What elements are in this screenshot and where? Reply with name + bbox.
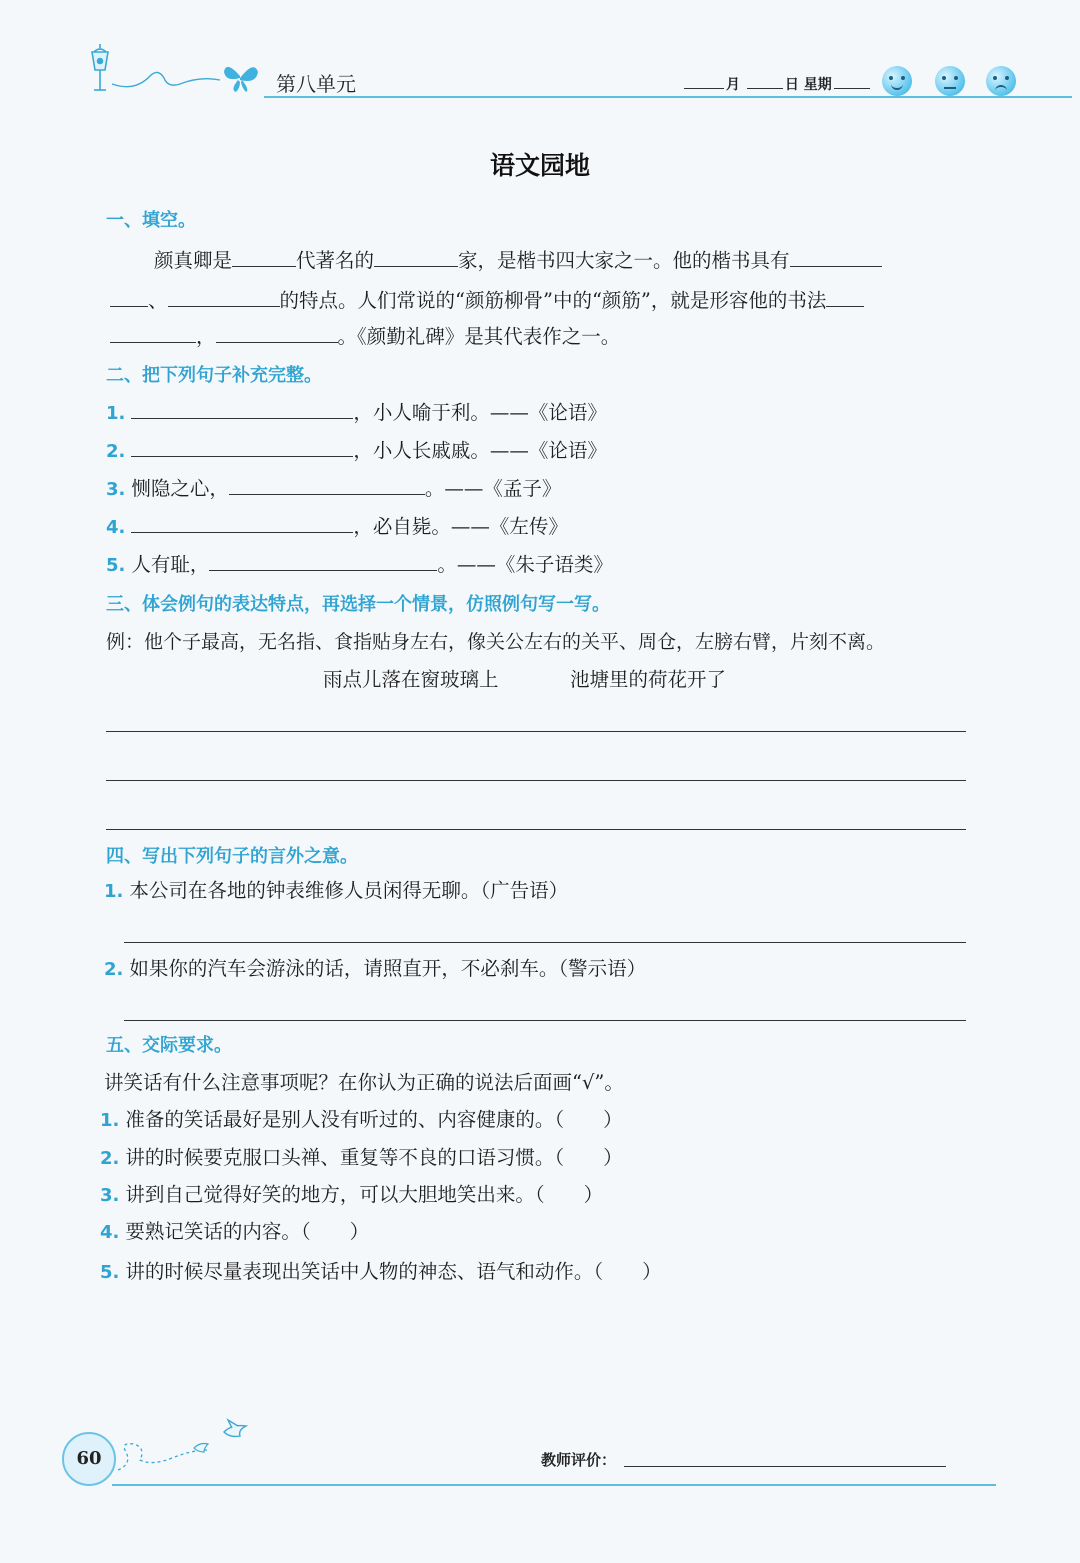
- section2-item-5: 5. 人有耻， 。——《朱子语类》: [106, 550, 613, 579]
- blank[interactable]: [209, 550, 437, 571]
- section3-scene-2: 池塘里的荷花开了: [570, 668, 727, 691]
- day-label: 日: [784, 77, 799, 93]
- section3-scene-1: 雨点儿落在窗玻璃上: [323, 668, 499, 691]
- header-rule: [264, 96, 1072, 98]
- answer-line[interactable]: [124, 942, 966, 943]
- blank[interactable]: [110, 286, 148, 307]
- footer-decoration: [112, 1416, 262, 1476]
- section3-example: 例：他个子最高，无名指、食指贴身左右，像关公左右的关平、周仓，左膀右臂，片刻不离。: [106, 631, 886, 653]
- butterfly-icon: [224, 67, 258, 92]
- section5-item-4: 4. 要熟记笑话的内容。（ ）: [100, 1220, 370, 1243]
- section2-item-1: 1. ，小人喻于利。——《论语》: [106, 398, 607, 427]
- blank[interactable]: [110, 322, 196, 343]
- section5-item-1: 1. 准备的笑话最好是别人没有听过的、内容健康的。（ ）: [100, 1108, 623, 1131]
- section1-line1: 颜真卿是 代著名的 家，是楷书四大家之一。他的楷书具有: [154, 246, 882, 274]
- section1-heading: 一、填空。: [106, 210, 196, 231]
- section5-heading: 五、交际要求。: [106, 1035, 232, 1056]
- blank[interactable]: [131, 436, 353, 457]
- section5-item-3: 3. 讲到自己觉得好笑的地方，可以大胆地笑出来。（ ）: [100, 1183, 604, 1206]
- weekday-blank[interactable]: [834, 88, 870, 89]
- blank[interactable]: [216, 322, 338, 343]
- swirl-line: [112, 72, 220, 86]
- section4-item-1: 1. 本公司在各地的钟表维修人员闲得无聊。（广告语）: [104, 879, 569, 902]
- section1-line2: 、 的特点。人们常说的“颜筋柳骨”中的“颜筋”，就是形容他的书法: [110, 286, 864, 314]
- sad-face-icon[interactable]: [986, 66, 1016, 96]
- section2-item-2: 2. ，小人长戚戚。——《论语》: [106, 436, 607, 465]
- section5-item-5: 5. 讲的时候尽量表现出笑话中人物的神态、语气和动作。（ ）: [100, 1260, 662, 1283]
- smiley-face-icon[interactable]: [882, 66, 912, 96]
- section5-intro: 讲笑话有什么注意事项呢？在你认为正确的说法后面画“√”。: [104, 1071, 624, 1094]
- teacher-evaluation-label: 教师评价：: [541, 1451, 617, 1469]
- teacher-evaluation-line[interactable]: [624, 1466, 946, 1467]
- section2-item-4: 4. ，必自毙。——《左传》: [106, 512, 568, 541]
- month-label: 月: [726, 77, 740, 93]
- section5-item-2: 2. 讲的时候要克服口头禅、重复等不良的口语习惯。（ ）: [100, 1146, 623, 1169]
- writing-line[interactable]: [106, 829, 966, 830]
- section2-item-3: 3. 恻隐之心， 。——《孟子》: [106, 474, 561, 503]
- neutral-face-icon[interactable]: [935, 66, 965, 96]
- bird-icon: [194, 1444, 208, 1453]
- section4-heading: 四、写出下列句子的言外之意。: [106, 846, 358, 867]
- bird-icon: [224, 1420, 246, 1437]
- blank[interactable]: [232, 246, 296, 267]
- answer-line[interactable]: [124, 1020, 966, 1021]
- footer-rule: [112, 1484, 996, 1486]
- blank[interactable]: [790, 246, 882, 267]
- day-blank[interactable]: [747, 88, 783, 89]
- page-number: 60: [62, 1432, 116, 1486]
- writing-line[interactable]: [106, 780, 966, 781]
- section3-heading: 三、体会例句的表达特点，再选择一个情景，仿照例句写一写。: [106, 594, 610, 615]
- section1-line3: ， 。《颜勤礼碑》是其代表作之一。: [110, 322, 620, 350]
- blank[interactable]: [229, 474, 425, 495]
- section4-item-2: 2. 如果你的汽车会游泳的话，请照直开，不必刹车。（警示语）: [104, 957, 647, 980]
- date-fields: [682, 74, 872, 94]
- section2-heading: 二、把下列句子补充完整。: [106, 365, 322, 386]
- lamp-icon: [92, 44, 108, 90]
- blank[interactable]: [168, 286, 280, 307]
- header-decoration: [80, 40, 270, 100]
- weekday-label: 星期: [803, 77, 832, 93]
- writing-line[interactable]: [106, 731, 966, 732]
- blank[interactable]: [131, 398, 353, 419]
- page-title: 语文园地: [489, 151, 590, 180]
- blank[interactable]: [374, 246, 458, 267]
- unit-title: 第八单元: [276, 72, 356, 96]
- blank[interactable]: [131, 512, 353, 533]
- blank[interactable]: [826, 286, 864, 307]
- month-blank[interactable]: [684, 88, 724, 89]
